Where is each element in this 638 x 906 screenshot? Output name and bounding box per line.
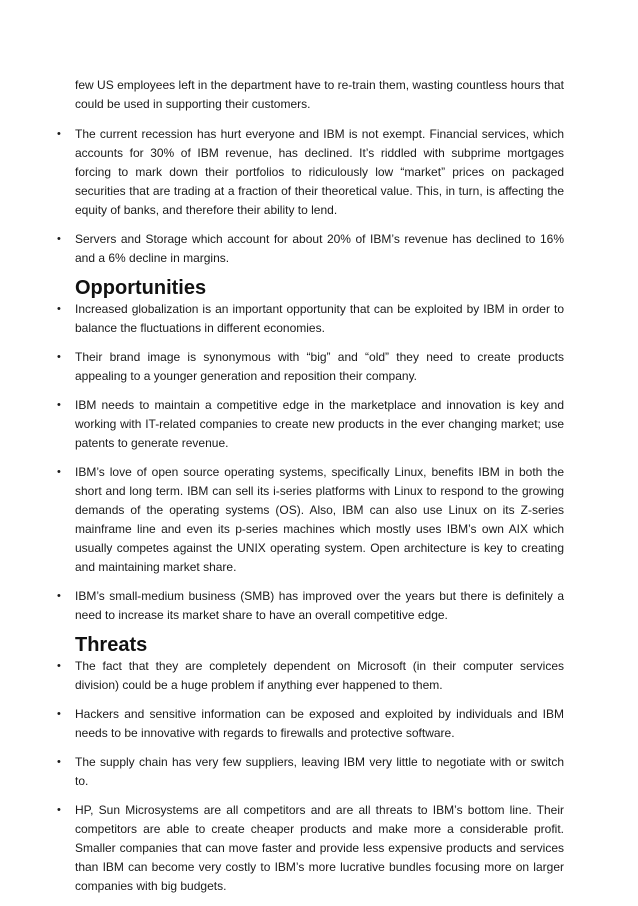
list-item-text: Servers and Storage which account for about 20% of IBM’s revenue has declined to 16% and a 6% decline in margins. <box>75 232 564 265</box>
list-item <box>0 463 638 577</box>
bullet-icon: • <box>57 128 61 140</box>
bullet-icon: • <box>57 399 61 411</box>
opportunities-heading: Opportunities <box>75 277 207 299</box>
list-item-text: The fact that they are completely dependent on Microsoft (in their computer services division) could be a huge problem if anything ever happened to them. <box>75 659 564 692</box>
bullet-icon: • <box>57 351 61 363</box>
bullet-icon: • <box>57 466 61 478</box>
document-body <box>0 76 638 906</box>
opportunities-list <box>0 300 638 625</box>
bullet-icon: • <box>57 233 61 245</box>
list-item-text: The current recession has hurt everyone and IBM is not exempt. Financial services, which accounts for 30% of IBM revenue, has declined. It’s riddled with subprime mortgages forcing to mark down their portfolios to ridiculously low “market” prices on packaged securities that are trading at a fraction of their theoretical value. This, in turn, is affecting the equity of banks, and therefore their ability to lend. <box>75 127 564 217</box>
list-item-text: IBM’s love of open source operating systems, specifically Linux, benefits IBM in both the short and long term. IBM can sell its i-series platforms with Linux to respond to the growing demands of the operating systems (OS). Also, IBM can also use Linux on its Z-series mainframe line and even its p-series machines which mostly uses IBM’s own AIX which usually competes against the UNIX operating system. Open architecture is key to creating and maintaining market share. <box>75 465 564 574</box>
bullet-icon: • <box>57 590 61 602</box>
list-item <box>0 753 638 791</box>
list-item <box>0 657 638 695</box>
list-item-text: Hackers and sensitive information can be exposed and exploited by individuals and IBM needs to be innovative with regards to firewalls and protective software. <box>75 707 564 740</box>
threats-list <box>0 657 638 896</box>
list-item <box>0 125 638 220</box>
list-item <box>0 230 638 268</box>
bullet-icon: • <box>57 756 61 768</box>
threats-heading: Threats <box>75 634 148 656</box>
list-item <box>0 348 638 386</box>
list-item <box>0 705 638 743</box>
list-item-text: HP, Sun Microsystems are all competitors and are all threats to IBM’s bottom line. Their competitors are able to create cheaper products and make more a considerable profit. Smaller companies that can move faster and provide less expensive products and services than IBM can become very costly to IBM’s more lucrative bundles focusing more on larger companies with big budgets. <box>75 803 564 893</box>
weakness-list <box>0 125 638 268</box>
list-item <box>0 396 638 453</box>
bullet-icon: • <box>57 708 61 720</box>
list-item-text: IBM’s small-medium business (SMB) has improved over the years but there is definitely a need to increase its market share to have an overall competitive edge. <box>75 589 564 622</box>
list-item-text: Increased globalization is an important opportunity that can be exploited by IBM in order to balance the fluctuations in different economies. <box>75 302 564 335</box>
list-item <box>0 300 638 338</box>
bullet-icon: • <box>57 660 61 672</box>
list-item-text: The supply chain has very few suppliers, leaving IBM very little to negotiate with or switch to. <box>75 755 564 788</box>
list-item <box>0 801 638 896</box>
continuation-paragraph: few US employees left in the department have to re-train them, wasting countless hours that could be used in supporting their customers. <box>75 78 564 111</box>
bullet-icon: • <box>57 804 61 816</box>
bullet-icon: • <box>57 303 61 315</box>
list-item-text: IBM needs to maintain a competitive edge in the marketplace and innovation is key and working with IT-related companies to create new products in the ever changing market; use patents to generate revenue. <box>75 398 564 450</box>
list-item <box>0 587 638 625</box>
list-item-text: Their brand image is synonymous with “big” and “old” they need to create products appealing to a younger generation and reposition their company. <box>75 350 564 383</box>
